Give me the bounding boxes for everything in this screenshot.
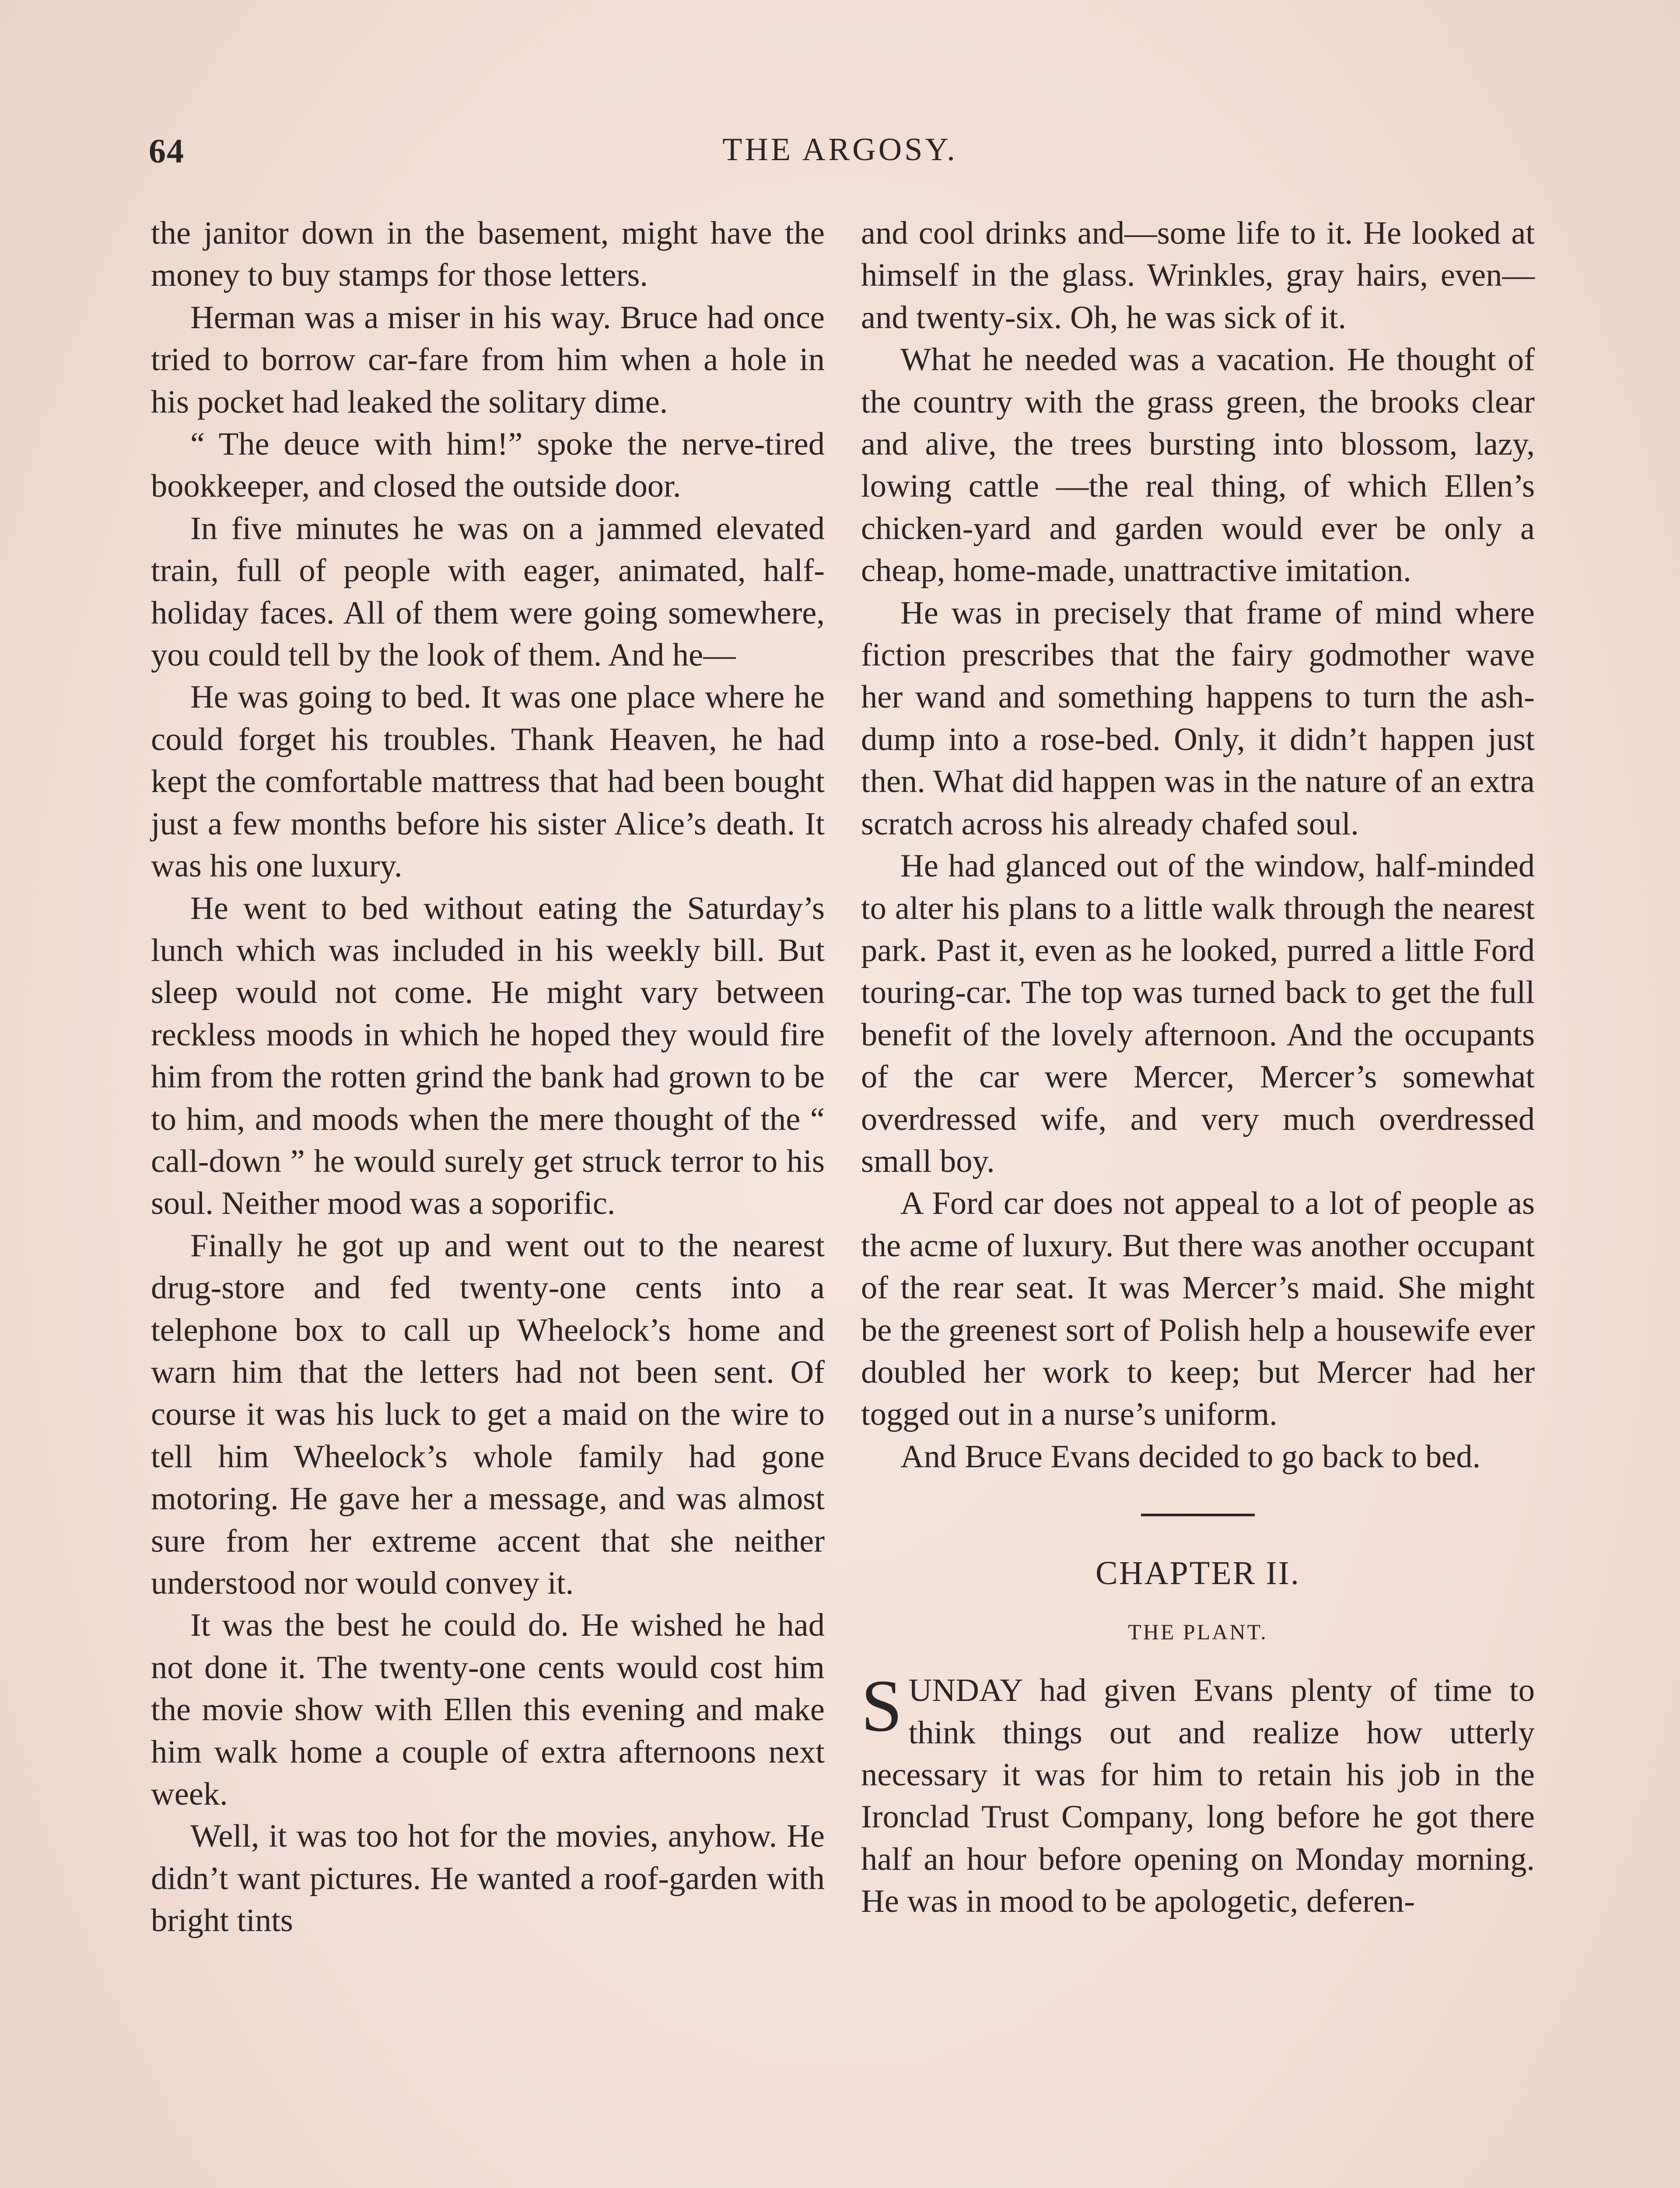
paragraph: He went to bed without eating the Saturday’s lunch which was included in his weekly bill. But sleep would not come. He might vary between reckless moods in which he hoped they would fire him from the rotten grind the bank had grown to be to him, and moods when the mere thought of the “ call-down ” he would surely get struck terror to his soul. Neither mood was a soporific.: [151, 890, 825, 1222]
paragraph: What he needed was a vacation. He thought of the country with the grass green, the brooks clear and alive, the trees bursting into blossom, lazy, lowing cattle —the real thing, of which Ellen’s chicken-yard and garden would ever be only a cheap, home-made, unattractive imitation.: [861, 342, 1535, 589]
chapter-title: CHAPTER II.: [1096, 1555, 1300, 1592]
running-head: THE ARGOSY.: [722, 132, 958, 168]
paragraph: Finally he got up and went out to the nearest drug-store and fed twenty-one cents into a telephone box to call up Wheelock’s home and warn him that the letters had not been sent. Of course it was his luck to get a maid on the wire to tell him Wheelock’s whole family had gone motoring. He gave her a message, and was almost sure from her extreme accent that she neither understood nor would convey it.: [151, 1227, 825, 1601]
paragraph: Well, it was too hot for the movies, anyhow. He didn’t want pictures. He wanted a roof-garden with bright tints: [151, 1818, 825, 1939]
page-number: 64: [149, 132, 185, 170]
chapter-opening-paragraph: [861, 1665, 1535, 1922]
section-divider: [1141, 1514, 1255, 1516]
paragraph: He was going to bed. It was one place where he could forget his troubles. Thank Heaven, he had kept the comfortable mattress that had been bought just a few months before his sister Alice’s death. It was his one luxury.: [151, 679, 825, 884]
paragraph: And Bruce Evans decided to go back to bed.: [900, 1438, 1481, 1475]
paragraph: Herman was a miser in his way. Bruce had once tried to borrow car-fare from him when a hole in his pocket had leaked the solitary dime.: [151, 299, 825, 420]
chapter-opening-text: UNDAY had given Evans plenty of time to think things out and realize how utterly necessary it was for him to retain his job in the Ironclad Trust Company, long before he got there half an hour before opening on Monday morning. He was in mood to be apologetic, deferen-: [861, 1673, 1535, 1920]
drop-cap: S: [861, 1665, 903, 1747]
paragraph: He was in precisely that frame of mind where fiction prescribes that the fairy godmother wave her wand and something happens to turn the ash-dump into a rose-bed. Only, it didn’t happen just then. What did happen was in the nature of an extra scratch across his already chafed soul.: [861, 595, 1535, 842]
paragraph: It was the best he could do. He wished he had not done it. The twenty-one cents would cost him the movie show with Ellen this evening and make him walk home a couple of extra afternoons next week.: [151, 1607, 825, 1813]
paragraph: and cool drinks and—some life to it. He looked at himself in the glass. Wrinkles, gray hairs, even—and twenty-six. Oh, he was sick of it.: [861, 215, 1535, 336]
paragraph: the janitor down in the basement, might have the money to buy stamps for those letters.: [151, 215, 825, 294]
paragraph: A Ford car does not appeal to a lot of people as the acme of luxury. But there was another occupant of the rear seat. It was Mercer’s maid. She might be the greenest sort of Polish help a housewife ever doubled her work to keep; but Mercer had her togged out in a nurse’s uniform.: [861, 1185, 1535, 1433]
paragraph: In five minutes he was on a jammed elevated train, full of people with eager, animated, half-holiday faces. All of them were going somewhere, you could tell by the look of them. And he—: [151, 510, 825, 673]
paragraph: “ The deuce with him!” spoke the nerve-tired bookkeeper, and closed the outside door.: [151, 426, 825, 505]
right-column: [861, 212, 1535, 1923]
paragraph: He had glanced out of the window, half-minded to alter his plans to a little walk through the nearest park. Past it, even as he looked, purred a little Ford touring-car. The top was turned back to get the full benefit of the lovely afternoon. And the occupants of the car were Mercer, Mercer’s somewhat overdressed wife, and very much overdressed small boy.: [861, 848, 1535, 1179]
left-column: [151, 212, 825, 1942]
page-header: [149, 131, 1531, 179]
chapter-subtitle: THE PLANT.: [1128, 1620, 1268, 1645]
